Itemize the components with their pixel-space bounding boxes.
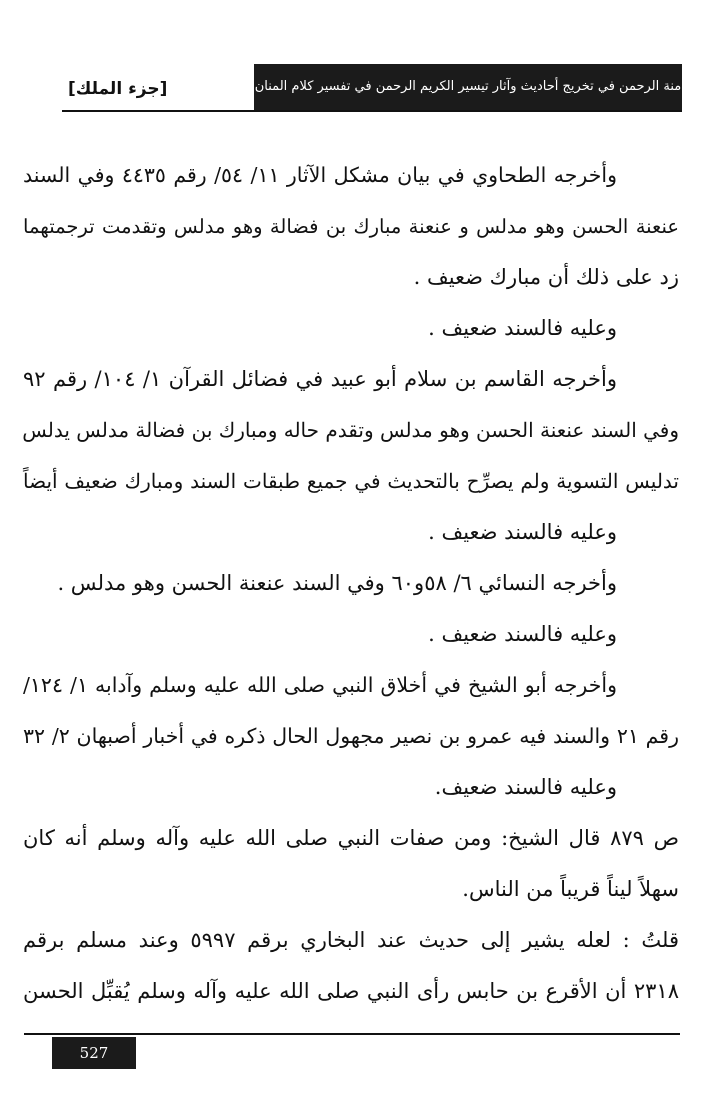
- text-line: وفي السند عنعنة الحسن وهو مدلس وتقدم حاله ومبارك بن فضالة مدلس يدلس: [22, 418, 679, 442]
- book-title-banner: [254, 64, 682, 110]
- text-line: سهلاً ليناً قريباً من الناس.: [462, 877, 679, 901]
- text-line: وعليه فالسند ضعيف .: [428, 316, 617, 340]
- text-line: وعليه فالسند ضعيف .: [428, 622, 617, 646]
- text-line: زد على ذلك أن مبارك ضعيف .: [413, 265, 679, 289]
- page-body: [23, 150, 679, 1017]
- running-header: [62, 64, 682, 112]
- page-number: 527: [52, 1037, 136, 1069]
- text-line: عنعنة الحسن وهو مدلس و عنعنة مبارك بن فضالة وهو مدلس وتقدمت ترجمتهما: [23, 215, 679, 238]
- text-line: وأخرجه أبو الشيخ في أخلاق النبي صلى الله عليه وسلم وآدابه ١/ ١٢٤/: [23, 673, 617, 697]
- text-line: وعليه فالسند ضعيف .: [428, 520, 617, 544]
- book-title: منة الرحمن في تخريج أحاديث وآثار تيسير الكريم الرحمن في تفسير كلام المنان: [254, 79, 682, 94]
- text-line: ص ٨٧٩ قال الشيخ: ومن صفات النبي صلى الله عليه وآله وسلم أنه كان: [23, 826, 679, 850]
- text-line: وأخرجه الطحاوي في بيان مشكل الآثار ١١/ ٥٤/ رقم ٤٤٣٥ وفي السند: [23, 163, 617, 187]
- text-line: رقم ٢١ والسند فيه عمرو بن نصير مجهول الحال ذكره في أخبار أصبهان ٢/ ٣٢: [23, 724, 679, 748]
- text-line: قلتُ : لعله يشير إلى حديث عند البخاري برقم ٥٩٩٧ وعند مسلم برقم: [23, 928, 679, 952]
- text-line: وعليه فالسند ضعيف.: [434, 775, 617, 799]
- text-line: تدليس التسوية ولم يصرِّح بالتحديث في جميع طبقات السند ومبارك ضعيف أيضاً: [23, 469, 679, 493]
- text-line: وأخرجه القاسم بن سلام أبو عبيد في فضائل القرآن ١/ ١٠٤/ رقم ٩٢: [23, 367, 617, 391]
- part-label: [جزء الملك]: [68, 79, 168, 99]
- text-line: وأخرجه النسائي ٦/ ٥٨و٦٠ وفي السند عنعنة الحسن وهو مدلس .: [57, 571, 617, 595]
- page-footer: [24, 1033, 680, 1062]
- text-line: ٢٣١٨ أن الأقرع بن حابس رأى النبي صلى الله عليه وآله وسلم يُقبِّل الحسن: [23, 979, 679, 1003]
